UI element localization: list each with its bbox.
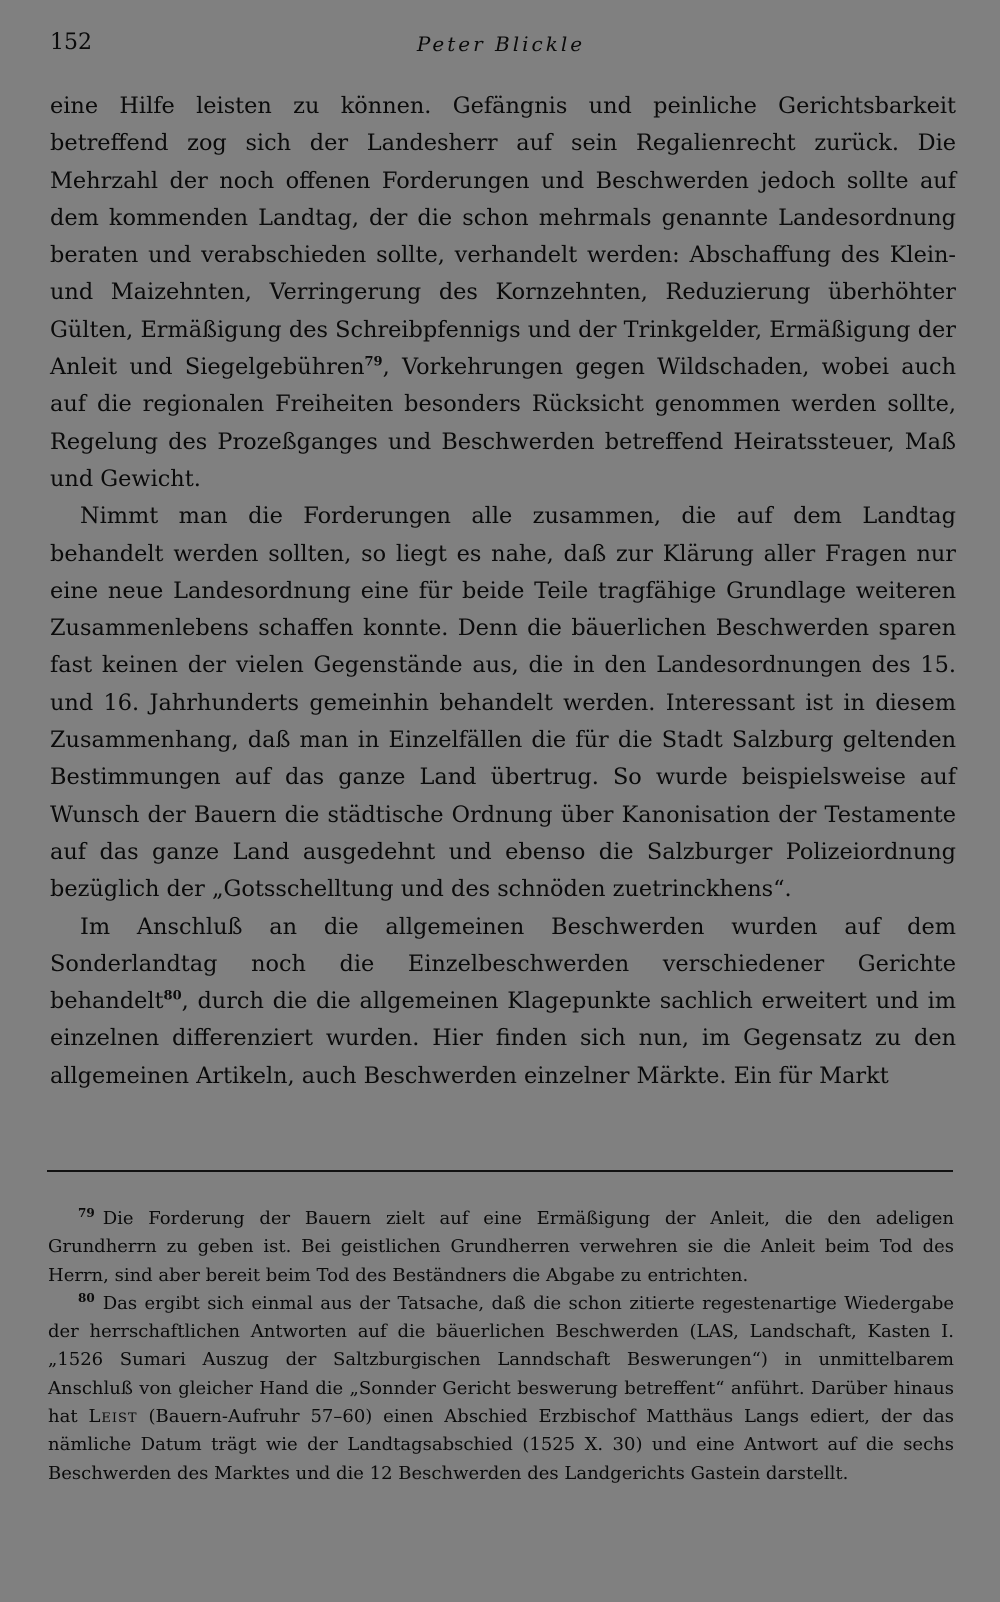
paragraph-1-part-a: eine Hilfe leisten zu können. Gefängnis und peinliche Gerichtsbarkeit betreffend zog sich der Landesherr auf sein Regalienrecht zurück. Die Mehrzahl der noch offenen Forderungen und Beschwerden jedoch sollte auf dem kommenden Landtag, der die schon mehrmals genannte Landesordnung beraten und verabschieden sollte, verhandelt werden: Abschaffung des Klein- und Maizehnten, Verringerung des Kornzehnten, Reduzierung überhöhter Gülten, Ermäßigung des Schreibpfennigs und der Trinkgelder, Ermäßigung der Anleit und Siegelgebühren <box>50 93 956 381</box>
footnote-separator <box>47 1170 953 1172</box>
footnote-80-author: Leist <box>88 1406 138 1428</box>
footnote-80-text-b: (Bauern-Aufruhr 57–60) einen Abschied Erzbischof Matthäus Langs ediert, der das nämliche Datum trägt wie der Landtagsabschied (1525 X. 30) und eine Antwort auf die sechs Beschwerden des Marktes und die 12 Beschwerden des Landgerichts Gastein darstellt. <box>48 1406 955 1484</box>
paragraph-3-part-a: Im Anschluß an die allgemeinen Beschwerden wurden auf dem Sonderlandtag noch die Einzelbeschwerden verschiedener Gerichte behandelt <box>50 913 956 1015</box>
footnote-79 <box>48 1205 954 1290</box>
footnote-80-text-a: Das ergibt sich einmal aus der Tatsache, daß die schon zitierte regestenartige Wiedergabe der herrschaftlichen Antworten auf die bäuerlichen Beschwerden (LAS, Landschaft, Kasten I. „1526 Sumari Auszug der Saltzburgischen Lanndschaft Beswerungen“) in unmittelbarem Anschluß von gleicher Hand die „Sonnder Gericht beswerung betreffent“ anführt. Darüber hinaus hat <box>48 1292 954 1428</box>
footnote-80 <box>48 1290 954 1488</box>
running-head: Peter Blickle <box>416 32 586 56</box>
paragraph-2: Nimmt man die Forderungen alle zusammen, die auf dem Landtag behandelt werden sollten, so liegt es nahe, daß zur Klärung aller Fragen nur eine neue Landesordnung eine für beide Teile tragfähige Grundlage weiteren Zusammenlebens schaffen konnte. Denn die bäuerlichen Beschwerden sparen fast keinen der vielen Gegenstände aus, die in den Landesordnungen des 15. und 16. Jahrhunderts gemeinhin behandelt werden. Interessant ist in diesem Zusammenhang, daß man in Einzelfällen die für die Stadt Salzburg geltenden Bestimmungen auf das ganze Land übertrug. So wurde beispielsweise auf Wunsch der Bauern die städtische Ordnung über Kanonisation der Testamente auf das ganze Land ausgedehnt und ebenso die Salzburger Polizeiordnung bezüglich der „Gotsschelltung und des schnöden zuetrinckhens“. <box>50 503 956 903</box>
footnote-ref-79: 79 <box>364 354 383 370</box>
paragraph-3-part-b: , durch die die allgemeinen Klagepunkte sachlich erweitert und im einzelnen differenziert wurden. Hier finden sich nun, im Gegensatz zu den allgemeinen Artikeln, auch Beschwerden einzelner Märkte. Ein für Markt <box>50 988 956 1089</box>
footnote-79-mark: 79 <box>78 1206 95 1220</box>
footnote-80-mark: 80 <box>78 1290 95 1305</box>
paragraph-1 <box>50 88 956 498</box>
footnote-79-text: Die Forderung der Bauern zielt auf eine Ermäßigung der Anleit, die den adeligen Grundherrn zu geben ist. Bei geistlichen Grundherren verwehren sie die Anleit beim Tod des Herrn, sind aber bereit beim Tod des Beständners die Abgabe zu entrichten. <box>48 1208 954 1286</box>
paragraph-1-part-b: , Vorkehrungen gegen Wildschaden, wobei auch auf die regionalen Freiheiten besonders Rücksicht genommen werden sollte, Regelung des Prozeßganges und Beschwerden betreffend Heiratssteuer, Maß und Gewicht. <box>50 354 956 492</box>
main-text <box>50 88 956 1095</box>
page-header <box>50 30 952 64</box>
footnotes <box>48 1205 954 1488</box>
page-number: 152 <box>50 30 92 55</box>
paragraph-3 <box>50 909 956 1095</box>
footnote-ref-80: 80 <box>163 988 182 1004</box>
